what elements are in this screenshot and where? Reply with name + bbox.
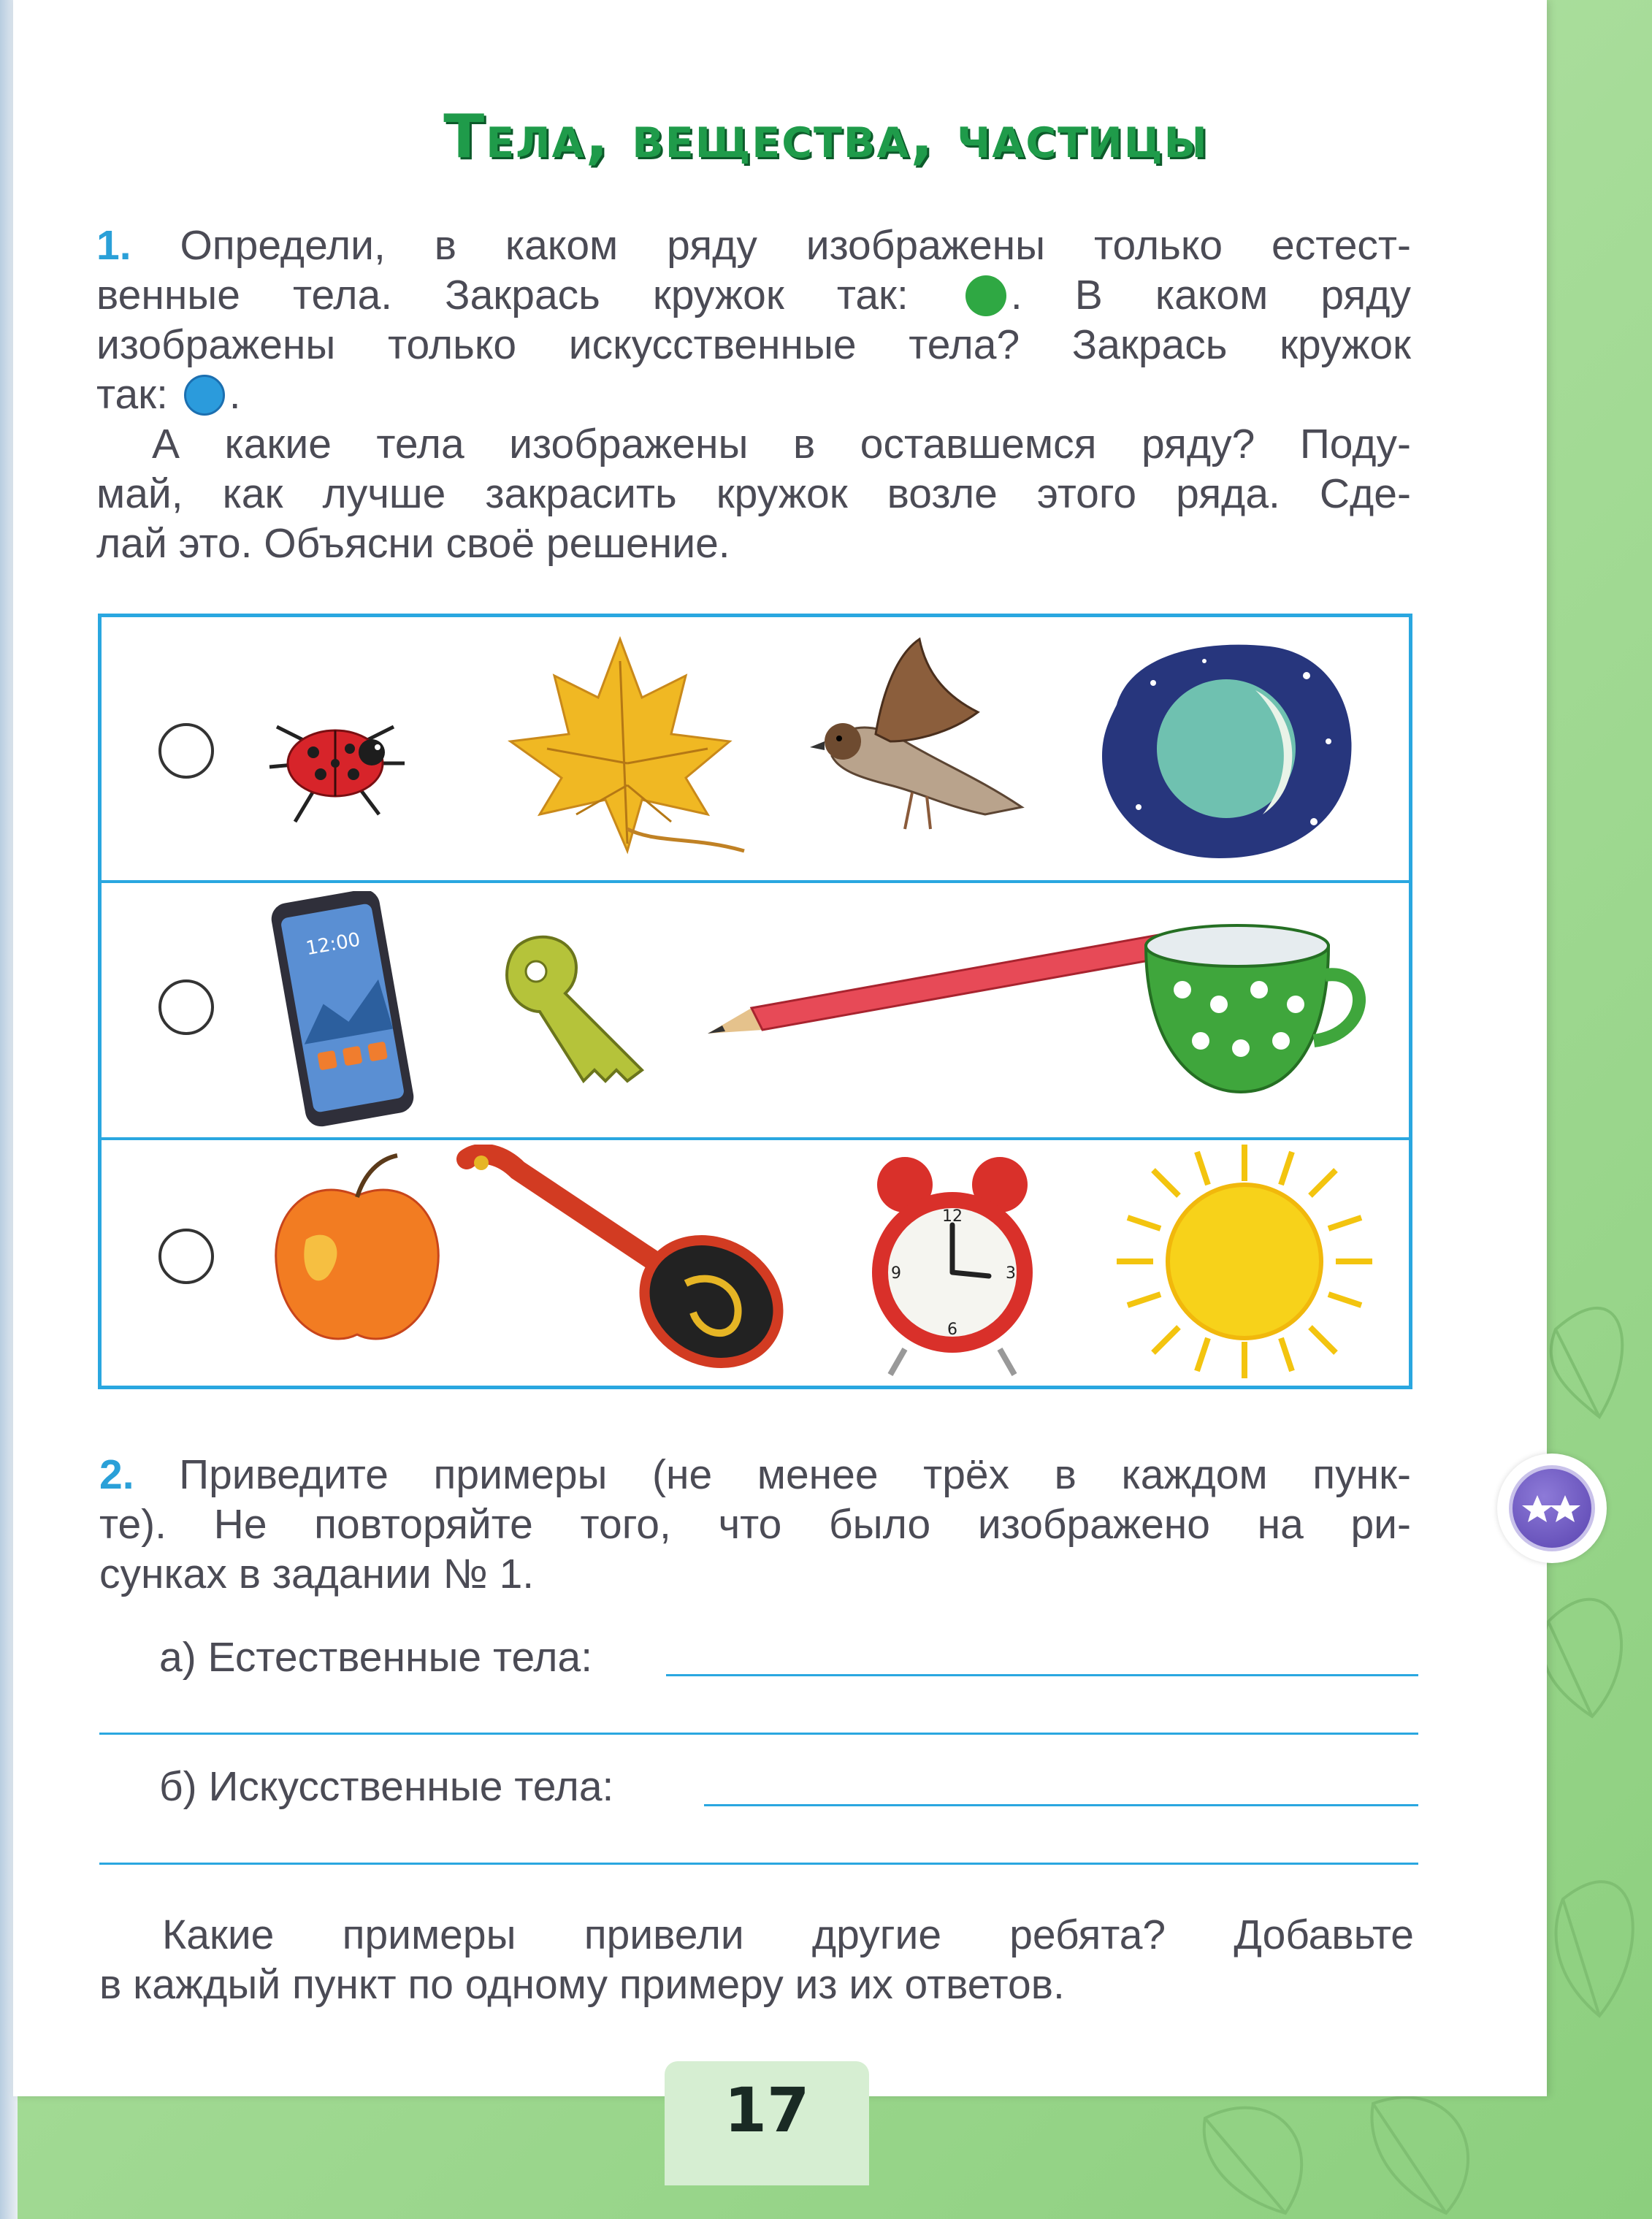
answer-line-a-2[interactable] xyxy=(99,1733,1418,1735)
answer-line-a-1[interactable] xyxy=(666,1674,1418,1676)
task1-para2-line-3: лай это. Объясни своё решение. xyxy=(96,520,730,567)
apple-icon xyxy=(262,1152,452,1356)
row-2-answer-circle[interactable] xyxy=(158,979,214,1035)
two-stars-icon xyxy=(1509,1465,1595,1551)
key-icon xyxy=(496,924,671,1107)
cup-icon xyxy=(1131,917,1380,1107)
row-3 xyxy=(102,1137,1409,1389)
row-3-answer-circle[interactable] xyxy=(158,1229,214,1284)
task2-line-2: те). Не повторяйте того, что было изображено на ри- xyxy=(99,1501,1411,1548)
task2-closing-line-2: в каждый пункт по одному примеру из их ответов. xyxy=(99,1961,1065,2008)
task1-number: 1. xyxy=(96,222,131,269)
alarm-clock-icon xyxy=(861,1145,1044,1378)
row-1 xyxy=(102,617,1409,883)
task1-line-4: так: xyxy=(96,371,168,418)
task2-closing xyxy=(99,1910,1414,2009)
task2-line-1: Приведите примеры (не менее трёх в каждом пунк- xyxy=(179,1451,1411,1498)
task2-number: 2. xyxy=(99,1451,134,1498)
answer-line-b-2[interactable] xyxy=(99,1863,1418,1865)
row-1-answer-circle[interactable] xyxy=(158,723,214,779)
page-number: 17 xyxy=(724,2074,810,2146)
maple-leaf-icon xyxy=(496,632,759,866)
green-circle-icon xyxy=(965,275,1006,316)
spoon-icon xyxy=(452,1145,788,1371)
task1-line-1: Определи, в каком ряду изображены только естест- xyxy=(180,222,1411,269)
task2-line-3: сунках в задании № 1. xyxy=(99,1551,535,1597)
task2-b-label: б) Искусственные тела: xyxy=(159,1763,614,1810)
leaf-pattern-decoration xyxy=(1534,1242,1652,2191)
task1-line-4b: . xyxy=(229,371,241,418)
ladybug-icon xyxy=(255,683,416,829)
blue-circle-icon xyxy=(184,375,225,416)
difficulty-badge xyxy=(1497,1454,1607,1563)
svg-text:12: 12 xyxy=(942,1207,963,1226)
task1-para2-line-2: май, как лучше закрасить кружок возле этого ряда. Сде- xyxy=(96,470,1411,517)
svg-text:3: 3 xyxy=(1006,1264,1016,1283)
task1-line-2: венные тела. Закрась кружок так: xyxy=(96,272,909,318)
task2-closing-line-1: Какие примеры привели другие ребята? Добавьте xyxy=(162,1911,1414,1958)
sun-icon xyxy=(1109,1137,1380,1386)
svg-text:9: 9 xyxy=(891,1264,901,1283)
answer-line-b-1[interactable] xyxy=(704,1804,1418,1806)
moon-icon xyxy=(1087,632,1365,866)
task1-line-3: изображены только искусственные тела? Закрась кружок xyxy=(96,321,1411,368)
row-2 xyxy=(102,880,1409,1140)
phone-time: 12:00 xyxy=(304,928,362,960)
task1-line-2b: . В каком ряду xyxy=(1010,272,1412,318)
sparrow-icon xyxy=(803,632,1044,866)
svg-text:6: 6 xyxy=(947,1321,957,1339)
pencil-icon xyxy=(700,924,1197,1055)
task2-a-label: а) Естественные тела: xyxy=(159,1634,593,1681)
task2-text xyxy=(99,1450,1411,1599)
page-title: Тела, вещества, частицы xyxy=(443,102,1209,172)
task1-text xyxy=(96,221,1411,568)
task1-para2-line-1: А какие тела изображены в оставшемся ряду? Поду- xyxy=(152,421,1411,467)
picture-grid xyxy=(98,614,1412,1389)
smartphone-icon xyxy=(266,891,427,1132)
